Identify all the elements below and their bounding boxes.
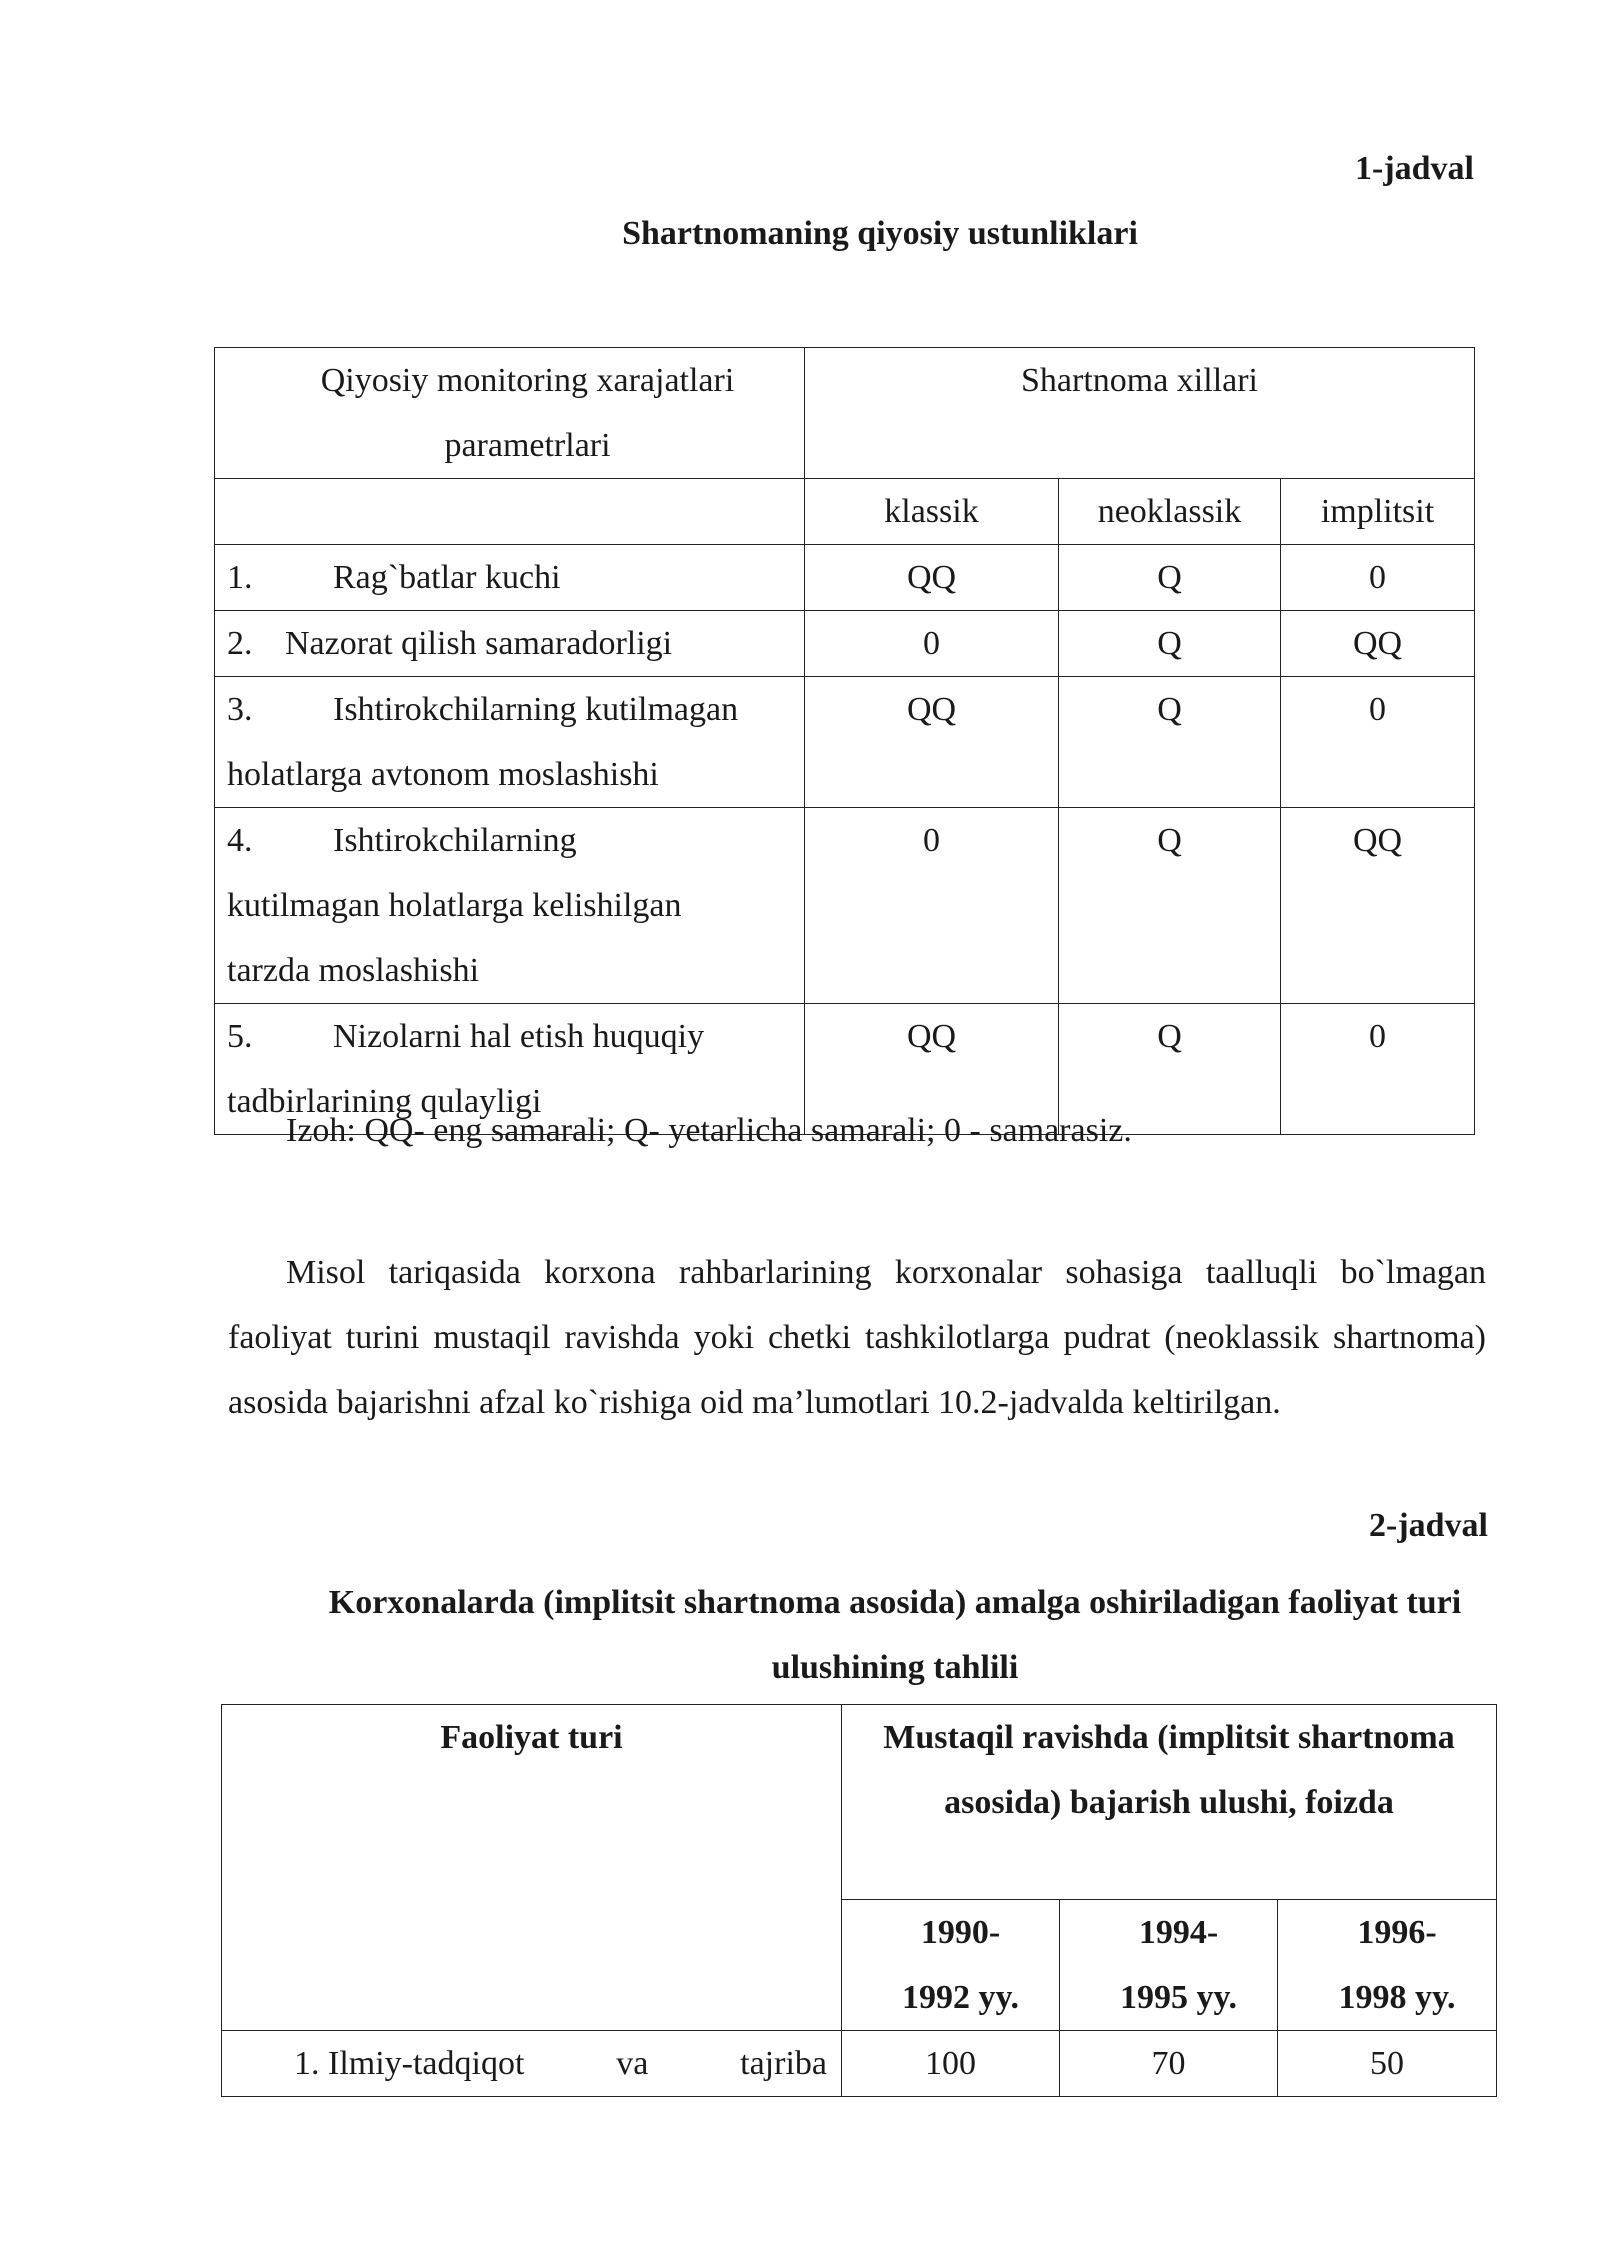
row-number: 2.: [227, 625, 253, 662]
table-row: [215, 808, 1475, 1004]
table2-period-2: [1060, 1900, 1278, 2031]
row-number: 3.: [227, 691, 253, 728]
table2-header-share: [842, 1705, 1497, 1900]
table1-note: Izoh: QQ- eng samarali; Q- yetarlicha samarali; 0 - samarasiz.: [286, 1112, 1132, 1149]
table1-row5-implitsit: 0: [1281, 1004, 1475, 1135]
row-number: 4.: [227, 822, 253, 859]
table1-row2-klassik: 0: [805, 611, 1059, 677]
table1-row1-name: [215, 545, 805, 611]
table1-row2-neoklassik: Q: [1059, 611, 1281, 677]
table1-header-types: Shartnoma xillari: [805, 348, 1475, 479]
table-row: [215, 677, 1475, 808]
table1-row3-implitsit: 0: [1281, 677, 1475, 808]
period-label: 1996-1998 yy.: [1338, 1914, 1456, 2016]
table1-header-param: [215, 348, 805, 479]
activity-word: va: [616, 2045, 649, 2082]
table1-row3-name: [215, 677, 805, 808]
table1: [214, 347, 1475, 1135]
row-name: Rag`batlar kuchi: [333, 559, 561, 596]
table1-row5-neoklassik: Q: [1059, 1004, 1281, 1135]
table-row: [215, 545, 1475, 611]
table1-row1-neoklassik: Q: [1059, 545, 1281, 611]
table1-row3-klassik: QQ: [805, 677, 1059, 808]
row-name: Nazorat qilish samaradorligi: [285, 625, 673, 662]
row-number: 1.: [294, 2045, 320, 2082]
table2: [221, 1704, 1497, 2097]
table1-row3-neoklassik: Q: [1059, 677, 1281, 808]
table2-header-row: [222, 1705, 1497, 1900]
period-label: 1990-1992 yy.: [901, 1914, 1020, 2016]
table2-period-1: [842, 1900, 1060, 2031]
activity-word: tajriba: [740, 2045, 827, 2082]
table1-header-row: [215, 348, 1475, 479]
table2-label: 2-jadval: [1369, 1507, 1488, 1544]
table1-col-implitsit: implitsit: [1281, 479, 1475, 545]
table1-row4-klassik: 0: [805, 808, 1059, 1004]
table2-row1-val2: 70: [1060, 2031, 1278, 2097]
table1-row4-neoklassik: Q: [1059, 808, 1281, 1004]
table2-row1-val1: 100: [842, 2031, 1060, 2097]
table1-subheader-empty: [215, 479, 805, 545]
table2-header-share-text: Mustaqil ravishda (implitsit shartnoma asosida) bajarish ulushi, foizda: [883, 1719, 1455, 1821]
table1-row2-implitsit: QQ: [1281, 611, 1475, 677]
table2-title: Korxonalarda (implitsit shartnoma asosida) amalga oshiriladigan faoliyat turi ulushining tahlili: [328, 1584, 1462, 1686]
table1-col-neoklassik: neoklassik: [1059, 479, 1281, 545]
table2-period-3: [1278, 1900, 1497, 2031]
activity-word: Ilmiy-tadqiqot: [328, 2045, 525, 2082]
table2-row1-val3: 50: [1278, 2031, 1497, 2097]
table1-row4-implitsit: QQ: [1281, 808, 1475, 1004]
table1-row5-klassik: QQ: [805, 1004, 1059, 1135]
row-name: Ishtirokchilarning kutilmagan holatlarga avtonom moslashishi: [227, 691, 739, 793]
table1-title: Shartnomaning qiyosiy ustunliklari: [622, 215, 1138, 252]
table1-label: 1-jadval: [1355, 150, 1474, 187]
body-paragraph-text: Misol tariqasida korxona rahbarlarining korxonalar sohasiga taalluqli bo`lmagan faoliyat turini mustaqil ravishda yoki chetki tashkilotlarga pudrat (neoklassik shartnoma) asosida bajarishni afzal ko`rishiga oid ma’lumotlari 10.2-jadvalda keltirilgan.: [228, 1254, 1486, 1421]
table-row: [215, 611, 1475, 677]
row-name: Nizolarni hal etish huquqiy tadbirlarining qulayligi: [227, 1018, 705, 1120]
table1-row4-name: [215, 808, 805, 1004]
table1-row2-name: [215, 611, 805, 677]
table1-subheader-row: [215, 479, 1475, 545]
table1-row1-implitsit: 0: [1281, 545, 1475, 611]
table2-header-activity: Faoliyat turi: [222, 1705, 842, 2031]
period-label: 1994-1995 yy.: [1119, 1914, 1238, 2016]
table-row: [222, 2031, 1497, 2097]
row-name: Ishtirokchilarning kutilmagan holatlarga kelishilgan tarzda moslashishi: [227, 822, 682, 989]
table1-row1-klassik: QQ: [805, 545, 1059, 611]
body-paragraph: [228, 1240, 1486, 1435]
row-number: 1.: [227, 559, 253, 596]
row-number: 5.: [227, 1018, 253, 1055]
table1-col-klassik: klassik: [805, 479, 1059, 545]
table1-header-param-text: Qiyosiy monitoring xarajatlari parametrlari: [320, 362, 735, 464]
table2-row1-activity: [222, 2031, 842, 2097]
